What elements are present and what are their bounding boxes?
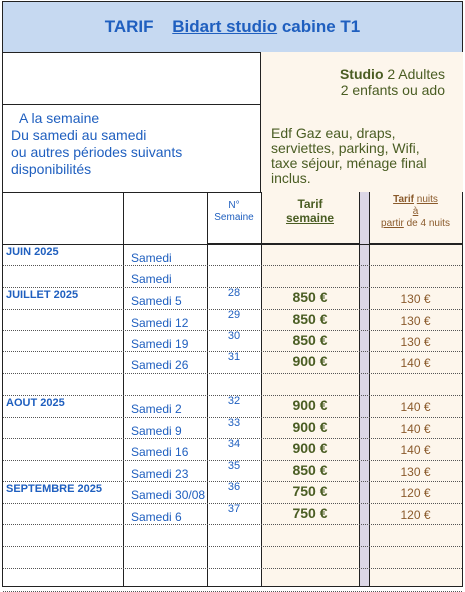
header-semaine-label: Semaine (214, 212, 254, 223)
week-price: 850 € (292, 289, 328, 305)
title-link[interactable]: Bidart studio (172, 17, 278, 36)
night-price: 130 € (400, 292, 431, 306)
semaine-line: ou autres périodes suivants (11, 144, 183, 160)
week-number: 30 (227, 330, 241, 342)
day-label: Samedi 9 (131, 424, 182, 438)
semaine-line: disponibilités (11, 161, 92, 177)
header-semaine-num: N° (228, 200, 240, 211)
night-price: 130 € (400, 465, 431, 479)
semaine-line: Du samedi au samedi (11, 127, 147, 143)
rates-grid (3, 192, 462, 586)
table-row (3, 309, 462, 331)
semaine-line: A la semaine (19, 110, 100, 126)
month-label: SEPTEMBRE 2025 (6, 483, 102, 495)
title-prefix: TARIF (104, 17, 154, 36)
week-price: 900 € (292, 440, 328, 456)
inclus-line: inclus. (271, 170, 311, 186)
tarif-table (2, 1, 463, 587)
night-price: 130 € (400, 314, 431, 328)
day-label: Samedi 2 (131, 402, 182, 416)
week-number: 33 (227, 417, 241, 429)
week-number: 32 (227, 395, 241, 407)
week-number: 34 (227, 438, 241, 450)
table-row (3, 244, 462, 266)
table-row (3, 524, 462, 547)
month-label: JUILLET 2025 (6, 289, 79, 301)
header-nuits-tarif: Tarif (393, 194, 415, 205)
page-title (3, 2, 462, 52)
week-number: 28 (227, 287, 241, 299)
night-price: 120 € (400, 486, 431, 500)
day-label: Samedi 30/08 (131, 488, 206, 502)
week-price: 900 € (292, 397, 328, 413)
day-label: Samedi 16 (131, 445, 189, 459)
title-suffix: cabine T1 (281, 17, 361, 36)
inclus-line: Edf Gaz eau, draps, (271, 125, 396, 141)
week-price: 900 € (292, 419, 328, 435)
studio-cell (260, 52, 463, 104)
table-row (3, 568, 462, 592)
title-row (3, 2, 462, 53)
night-price: 140 € (400, 422, 431, 436)
studio-label: Studio (339, 66, 384, 82)
semaine-row (3, 104, 462, 193)
studio-adults: 2 Adultes (387, 66, 445, 82)
week-number: 31 (227, 351, 241, 363)
studio-children: 2 enfants ou ado (340, 82, 445, 98)
semaine-info (11, 110, 182, 178)
night-price: 140 € (400, 400, 431, 414)
table-row (3, 546, 462, 569)
header-tarif (261, 192, 359, 244)
day-label: Samedi (131, 251, 172, 265)
day-label: Samedi 12 (131, 316, 189, 330)
week-price: 850 € (292, 311, 328, 327)
night-price: 140 € (400, 443, 431, 457)
night-price: 140 € (400, 356, 431, 370)
week-price: 900 € (292, 353, 328, 369)
table-row (3, 481, 462, 504)
studio-capacity (340, 66, 445, 98)
day-label: Samedi 19 (131, 337, 189, 351)
table-row (3, 265, 462, 288)
table-row (3, 503, 462, 525)
day-label: Samedi 5 (131, 294, 182, 308)
header-tarif-line2: semaine (285, 211, 335, 225)
week-price: 850 € (292, 332, 328, 348)
month-label: AOUT 2025 (6, 397, 65, 409)
inclus-text (271, 126, 461, 186)
studio-row (3, 52, 462, 105)
month-label: JUIN 2025 (6, 246, 59, 258)
table-row (3, 438, 462, 461)
week-price: 850 € (292, 462, 328, 478)
week-number: 36 (227, 481, 241, 493)
day-label: Samedi 6 (131, 510, 182, 524)
week-number: 35 (227, 460, 241, 472)
week-price: 750 € (292, 505, 328, 521)
night-price: 130 € (400, 335, 431, 349)
header-semaine (207, 192, 261, 244)
header-nuits-a: à (412, 206, 419, 217)
table-row (3, 395, 462, 418)
week-price: 750 € (292, 483, 328, 499)
inclus-line: taxe séjour, ménage final (271, 155, 427, 171)
day-label: Samedi 23 (131, 467, 189, 481)
table-row (3, 373, 462, 396)
week-number: 37 (227, 503, 241, 515)
header-nuits (369, 192, 462, 244)
table-row (3, 287, 462, 310)
table-row (3, 417, 462, 439)
night-price: 120 € (400, 508, 431, 522)
table-row (3, 330, 462, 352)
inclus-line: serviettes, parking, Wifi, (271, 140, 420, 156)
header-tarif-line1: Tarif (297, 197, 323, 211)
week-number: 29 (227, 309, 241, 321)
day-label: Samedi 26 (131, 358, 189, 372)
table-row (3, 351, 462, 374)
inclus-cell (260, 104, 463, 192)
header-nuits-nuits: nuits (416, 194, 438, 205)
day-label: Samedi (131, 272, 172, 286)
header-nuits-partir: partir (381, 218, 404, 229)
table-row (3, 460, 462, 482)
header-nuits-min: de 4 nuits (406, 218, 450, 229)
